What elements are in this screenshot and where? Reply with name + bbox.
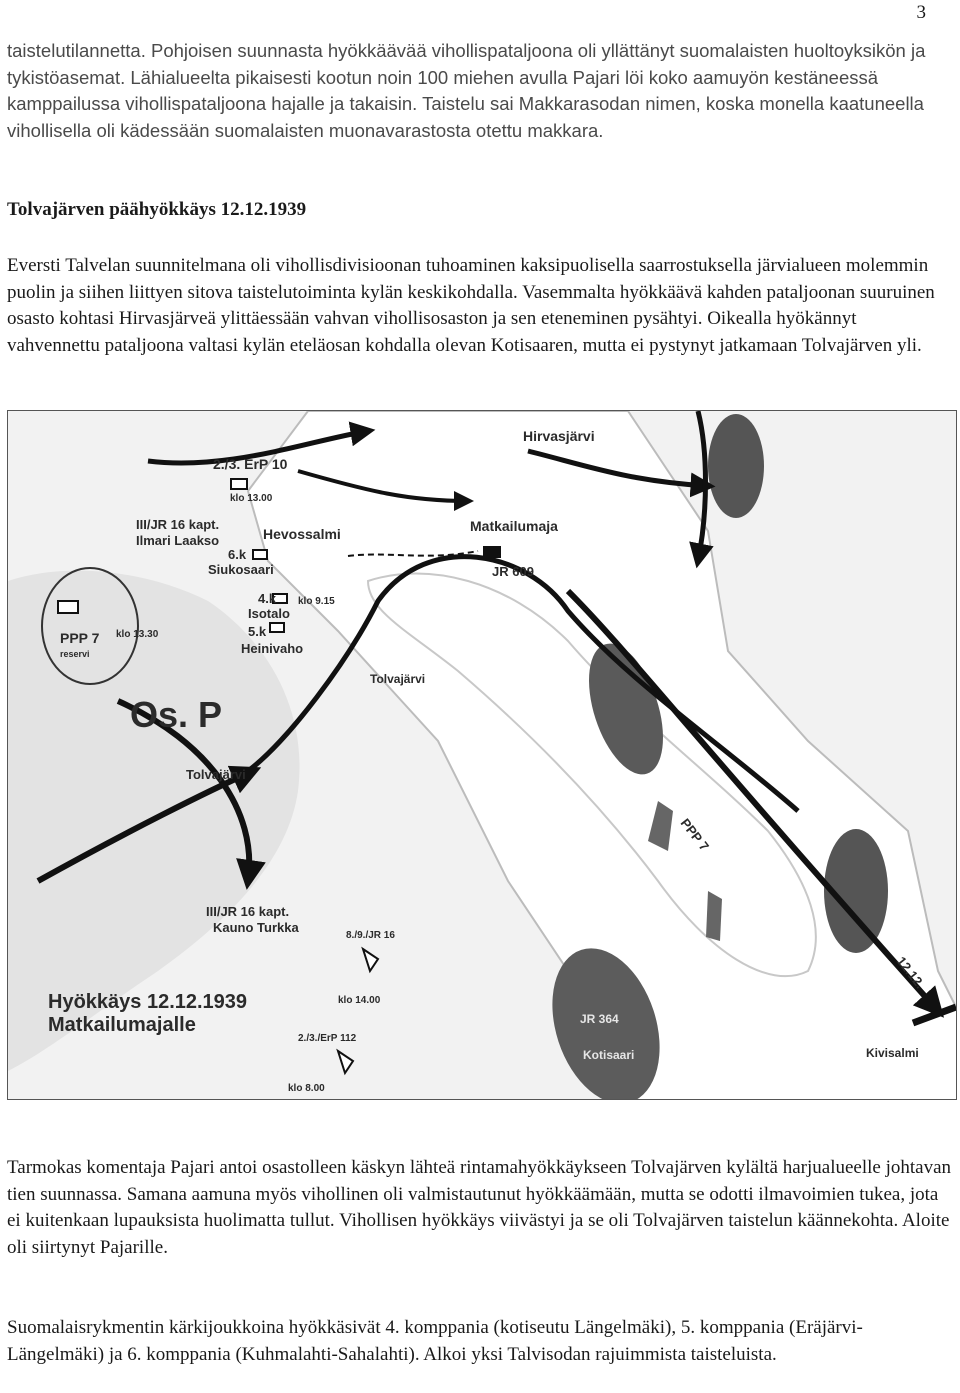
- trench-2: [706, 891, 722, 941]
- label-6k: 6.k: [228, 547, 247, 562]
- label-jr16-laakso-2: Ilmari Laakso: [136, 533, 220, 548]
- page-number: 3: [916, 2, 926, 23]
- label-erp10-time: klo 13.00: [230, 493, 273, 504]
- label-ppp7-diagonal: PPP 7: [677, 815, 713, 854]
- label-time-1400: klo 14.00: [338, 995, 381, 1006]
- map-title-line-2: Matkailumajalle: [48, 1014, 196, 1036]
- unit-6k: [253, 550, 267, 559]
- label-date-1212: 12.12.: [893, 953, 928, 992]
- enemy-area-hirvasjarvi: [708, 414, 764, 518]
- paragraph-pajari: Tarmokas komentaja Pajari antoi osastolleen käskyn lähteä rintamahyökkäykseen Tolvajärven kylältä harjualueelle johtavan tien suunnassa. Samana aamuna myös vihollinen oli valmistautunut hyökkäämään, mutta se odotti ilmavoimien tukea, jota ei kuitenkaan lupauksista huolimatta tullut. Vihollisen hyökkäys viivästyi ja se oli Tolvajärven taistelun käännekohta. Aloite oli siirtynyt Pajarille.: [7, 1157, 952, 1258]
- label-ppp7-time: klo 13.30: [116, 629, 159, 640]
- label-5k: 5.k: [248, 624, 267, 639]
- paragraph-companies: Suomalaisrykmentin kärkijoukkoina hyökkäsivät 4. komppania (kotiseutu Längelmäki), 5. komppania (Eräjärvi-Längelmäki) ja 6. komppania (Kuhmalahti-Sahalahti). Alkoi yksi Talvisodan rajuimmista taisteluista.: [7, 1317, 863, 1365]
- unit-ppp7: [58, 601, 78, 613]
- label-hevossalmi: Hevossalmi: [263, 526, 341, 542]
- label-time-800: klo 8.00: [288, 1083, 325, 1094]
- map-title-line-1: Hyökkäys 12.12.1939: [48, 991, 248, 1013]
- intro-paragraph: taistelutilannetta. Pohjoisen suunnasta hyökkäävää vihollispataljoona oli yllättänyt suomalaisten huoltoyksikön ja tykistöasemat. Lähialueelta pikaisesti kootun noin 100 miehen avulla Pajari löi koko aamuyön kestäneessä kamppailussa vihollispataljoona hajalle ja takaisin. Taistelu sai Makkarasodan nimen, koska monella kaatuneella vihollisella oli kädessään suomalaisten muonavarastosta otettu makkara.: [7, 40, 926, 141]
- label-jr16-turkka-1: III/JR 16 kapt.: [206, 904, 290, 919]
- label-4k: 4.k: [258, 591, 277, 606]
- label-reservi: reservi: [60, 649, 90, 659]
- label-kotisaari: Kotisaari: [583, 1048, 635, 1062]
- label-jr16-laakso-1: III/JR 16 kapt.: [136, 517, 220, 532]
- label-isotalo: Isotalo: [248, 606, 290, 621]
- label-erp10: 2./3. ErP 10: [213, 456, 288, 472]
- label-jr609: JR 609: [492, 564, 534, 579]
- label-4k-time: klo 9.15: [298, 596, 335, 607]
- label-hirvasjarvi: Hirvasjärvi: [523, 428, 595, 444]
- battle-map: [7, 410, 957, 1100]
- matkailumaja-marker: [483, 546, 501, 558]
- label-jr16-turkka-2: Kauno Turkka: [213, 920, 299, 935]
- section-heading: Tolvajärven päähyökkäys 12.12.1939: [7, 199, 307, 220]
- label-heinivaho: Heinivaho: [241, 641, 304, 656]
- label-kivisalmi: Kivisalmi: [866, 1046, 919, 1060]
- battle-map-svg: [8, 411, 957, 1100]
- label-jr364: JR 364: [580, 1012, 619, 1026]
- label-ppp7: PPP 7: [60, 630, 100, 646]
- paragraph-plan: Eversti Talvelan suunnitelmana oli vihollisdivisioonan tuhoaminen kaksipuolisella saarrostuksella järvialueen molemmin puolin ja siihen liittyen sitova taistelutoiminta kylän keskikohdalla. Vasemmalta hyökkäävä kahden pataljoonan suuruinen osasto kohtasi Hirvasjärveä ylittäessään vahvan vihollisosaston ja sen eteneminen pysähtyi. Oikealla hyökännyt vahvennettu pataljoona valtasi kylän eteläosan kohdalla olevan Kotisaaren, mutta ei pystynyt jatkamaan Tolvajärven yli.: [7, 255, 935, 356]
- unit-5k: [270, 623, 284, 632]
- label-erp112: 2./3./ErP 112: [298, 1033, 357, 1044]
- label-tolvajarvi-village: Tolvajärvi: [186, 767, 246, 782]
- unit-erp10: [231, 479, 247, 489]
- label-siukosaari: Siukosaari: [208, 562, 274, 577]
- label-matkailumaja: Matkailumaja: [470, 518, 558, 534]
- label-osp: Os. P: [130, 694, 223, 735]
- label-tolvajarvi-lake: Tolvajärvi: [370, 672, 426, 686]
- label-jr16-89: 8./9./JR 16: [346, 930, 395, 941]
